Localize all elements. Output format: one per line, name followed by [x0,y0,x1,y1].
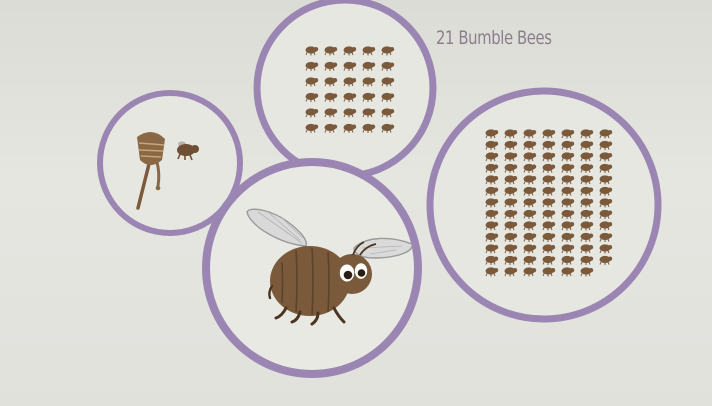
slide-title: 21 Bumble Bees [436,27,552,49]
ring-top [257,0,433,176]
